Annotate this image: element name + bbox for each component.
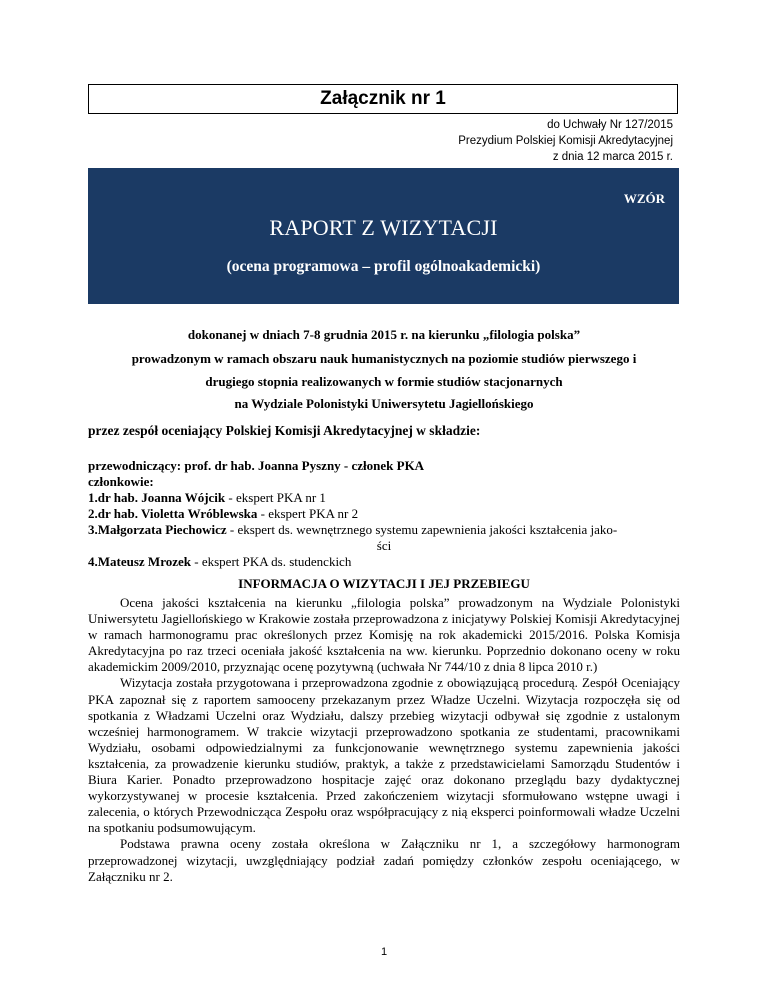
member-role: - ekspert ds. wewnętrznego systemu zapewnienia jakości kształcenia jako- xyxy=(226,522,618,537)
visit-details-line-1: dokonanej w dniach 7-8 grudnia 2015 r. na kierunku „filologia polska” xyxy=(187,327,581,342)
annex-label: Załącznik nr 1 xyxy=(88,84,678,114)
member-role: - ekspert PKA ds. studenckich xyxy=(191,554,352,569)
body-text xyxy=(88,595,680,885)
resolution-reference xyxy=(458,117,673,165)
page-number: 1 xyxy=(380,946,388,958)
visit-details-line-4: na Wydziale Polonistyki Uniwersytetu Jagiellońskiego xyxy=(234,396,534,411)
paragraph: Ocena jakości kształcenia na kierunku „filologia polska” prowadzonym na Wydziale Polonistyki Uniwersytetu Jagiellońskiego w Krakowie została przeprowadzona z inicjatywy Polskiej Komisji Akredytacyjnej w ramach harmonogramu prac określonych przez Komisję na rok akademicki 2015/2016. Polska Komisja Akredytacyjna po raz trzeci oceniała jakość kształcenia na ww. kierunku. Poprzednio dokonano oceny w roku akademickim 2009/2010, przyznając ocenę pozytywną (uchwała Nr 744/10 z dnia 8 lipca 2010 r.) xyxy=(88,595,680,675)
member-role: - ekspert PKA nr 2 xyxy=(257,506,359,521)
resolution-line-2: Prezydium Polskiej Komisji Akredytacyjnej xyxy=(458,135,673,147)
hyphen-continuation: ści xyxy=(376,538,392,553)
resolution-line-3: z dnia 12 marca 2015 r. xyxy=(552,151,673,163)
title-banner xyxy=(88,168,679,304)
member-name: 2.dr hab. Violetta Wróblewska xyxy=(88,506,258,521)
member-name: 3.Małgorzata Piechowicz xyxy=(88,522,227,537)
report-title: RAPORT Z WIZYTACJI xyxy=(269,215,498,240)
member-role: - ekspert PKA nr 1 xyxy=(225,490,326,505)
paragraph: Wizytacja została przygotowana i przeprowadzona zgodnie z obowiązującą procedurą. Zespół Oceniający PKA zapoznał się z raportem samooceny przekazanym przez Władze Uczelni. Wizytacja rozpoczęła się od spotkania z Władzami Uczelni oraz Wydziału, dalszy przebieg wizytacji odbywał się zgodnie z ustalonym wcześniej harmonogramem. W trakcie wizytacji przeprowadzono spotkania ze studentami, pracownikami Wydziału, osobami odpowiedzialnymi za funkcjonowanie wewnętrznego systemu zapewnienia jakości kształcenia, za prowadzenie kierunku studiów, praktyk, a także z przedstawicielami Samorządu Studentów i Biura Karier. Ponadto przeprowadzono hospitacje zajęć oraz dokonano przeglądu bazy dydaktycznej wykorzystywanej w procesie kształcenia. Przed zakończeniem wizytacji sformułowano wstępne uwagi i zalecenia, o których Przewodnicząca Zespołu oraz współpracujący z nią eksperci poinformowali władze Uczelni na spotkaniu podsumowującym. xyxy=(88,675,680,836)
team-list xyxy=(88,458,680,570)
visit-details-line-2: prowadzonym w ramach obszaru nauk humanistycznych na poziomie studiów pierwszego i xyxy=(131,351,637,366)
team-member xyxy=(88,522,680,538)
members-label: członkowie: xyxy=(88,474,154,489)
member-name: 4.Mateusz Mrozek xyxy=(88,554,192,569)
team-member xyxy=(88,554,680,570)
template-label: WZÓR xyxy=(623,191,665,206)
paragraph: Podstawa prawna oceny została określona w Załączniku nr 1, a szczegółowy harmonogram przeprowadzonej wizytacji, uwzględniający podział zadań pomiędzy członków zespołu oceniającego, w Załączniku nr 2. xyxy=(88,836,680,884)
team-member xyxy=(88,506,680,522)
team-intro: przez zespół oceniający Polskiej Komisji Akredytacyjnej w składzie: xyxy=(88,423,481,438)
member-name: 1.dr hab. Joanna Wójcik xyxy=(88,490,226,505)
visit-details-line-3: drugiego stopnia realizowanych w formie studiów stacjonarnych xyxy=(205,374,563,389)
resolution-line-1: do Uchwały Nr 127/2015 xyxy=(547,119,673,131)
team-chair: przewodniczący: prof. dr hab. Joanna Pyszny - członek PKA xyxy=(88,458,425,473)
report-subtitle: (ocena programowa – profil ogólnoakademicki) xyxy=(226,258,541,275)
section-heading: INFORMACJA O WIZYTACJI I JEJ PRZEBIEGU xyxy=(238,576,530,591)
team-member xyxy=(88,490,680,506)
